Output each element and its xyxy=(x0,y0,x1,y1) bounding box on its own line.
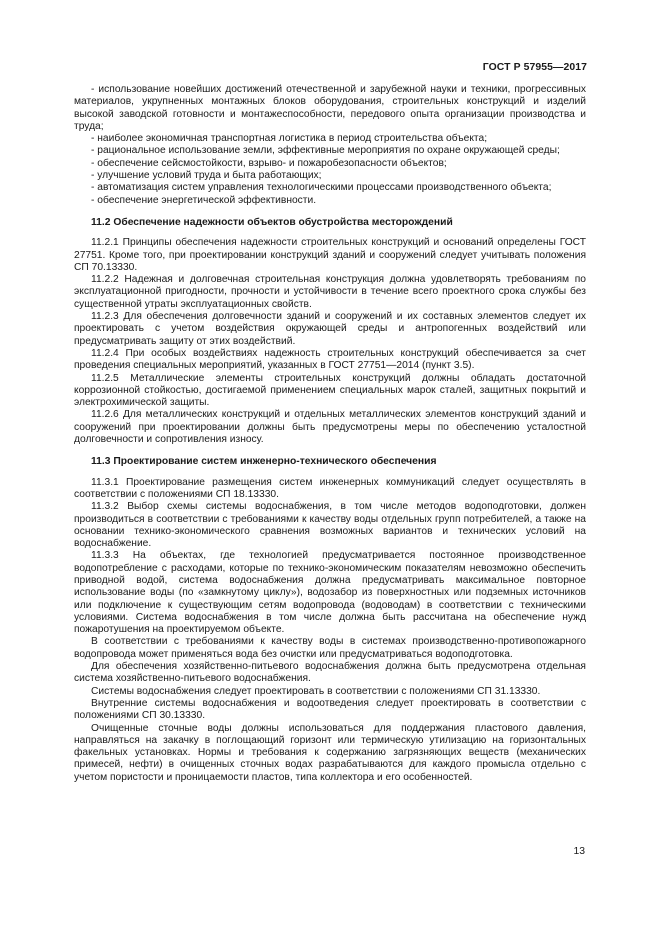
list-item: - обеспечение сейсмостойкости, взрыво- и пожаробезопасности объектов; xyxy=(91,157,447,169)
list-item: - улучшение условий труда и быта работающих; xyxy=(91,170,322,182)
paragraph-11-3-1: 11.3.1 Проектирование размещения систем инженерных коммуникаций следует осуществлять в соответствии с положениями СП 18.13330. xyxy=(74,476,586,500)
list-item: - обеспечение энергетической эффективности. xyxy=(91,194,317,206)
page-number: 13 xyxy=(573,846,585,857)
list-item: - рациональное использование земли, эффективные мероприятия по охране окружающей среды; xyxy=(91,145,560,157)
list-item: - автоматизация систем управления технологическими процессами производственного объекта; xyxy=(91,182,552,194)
paragraph-11-2-3: 11.2.3 Для обеспечения долговечности зданий и сооружений и их составных элементов следует их проектировать с учетом воздействия окружающей среды и антропогенных воздействий или предусматривать защиту от этих воздействий. xyxy=(74,311,586,347)
dash-marker: - xyxy=(91,145,98,157)
dash-marker: - xyxy=(91,157,98,169)
list-item-first: - использование новейших достижений отечественной и зарубежной науки и техники, прогрессивных материалов, укрупненных монтажных блоков оборудования, строительных конструкций и изделий высокой заводской готовности и монтажеспособности, передового опыта организации производства и труда; xyxy=(74,84,586,132)
paragraph-11-3-3: 11.3.3 На объектах, где технологией предусматривается постоянное производственное водопотребление с расходами, которые по технико-экономическим показателям невозможно обеспечить приводной водой, система водоснабжения должна предусматривать максимальное повторное использование воды (по «замкнутому циклу»), водозабор из поверхностных или подземных источников или подключение к существующим сетям водопровода (водоводам) в соответствии с техническими условиями. Система водоснабжения в том числе должна быть рассчитана на обеспечение нужд пожаротушения на проектируемом объекте. xyxy=(74,550,586,636)
document-code: ГОСТ Р 57955—2017 xyxy=(482,62,587,73)
dash-marker: - xyxy=(91,133,98,145)
paragraph-11-2-2: 11.2.2 Надежная и долговечная строительная конструкция должна удовлетворять требованиям по эксплуатационной пригодности, прочности и устойчивости в течение всего проектного срока службы без существенной утраты эксплуатационных свойств. xyxy=(74,274,586,310)
paragraph-11-2-6: 11.2.6 Для металлических конструкций и отдельных металлических элементов конструкций зданий и сооружений при проектировании должны быть предусмотрены меры по обеспечению усталостной долговечности и сопротивления износу. xyxy=(74,409,586,446)
paragraph: В соответствии с требованиями к качеству воды в системах производственно-противопожарного водопровода может применяться вода без очистки или предусматриваться водоподготовка. xyxy=(74,636,586,660)
paragraph-11-2-5: 11.2.5 Металлические элементы строительных конструкций должны обладать достаточной коррозионной стойкостью, достигаемой применением специальных марок сталей, защитных покрытий и электрохимической защиты. xyxy=(74,372,586,409)
list-item: - наиболее экономичная транспортная логистика в период строительства объекта; xyxy=(91,133,488,145)
section-heading-11-3: 11.3 Проектирование систем инженерно-технического обеспечения xyxy=(91,456,437,468)
paragraph-11-2-4: 11.2.4 При особых воздействиях надежность строительных конструкций обеспечивается за счет проведения специальных мероприятий, указанных в ГОСТ 27751—2014 (пункт 3.5). xyxy=(74,347,586,372)
paragraph-11-3-2: 11.3.2 Выбор схемы системы водоснабжения, в том числе методов водоподготовки, должен производиться в соответствии с требованиями к качеству воды отдельных групп потребителей, а также на основании технико-экономического сравнения возможных вариантов и технических условий на водоснабжение. xyxy=(74,501,586,550)
dash-marker: - xyxy=(91,194,98,206)
page-content xyxy=(74,84,586,784)
paragraph: Очищенные сточные воды должны использоваться для поддержания пластового давления, направляться на закачку в поглощающий горизонт или термическую утилизацию на горизонтальных факельных установках. Нормы и требования к содержанию загрязняющих веществ (механических примесей, нефти) в очищенных сточных водах разрабатываются для каждого промысла отдельно с учетом пористости и проницаемости пластов, типа коллектора и его особенностей. xyxy=(74,722,586,783)
dash-marker: - xyxy=(91,182,98,194)
section-heading-11-2: 11.2 Обеспечение надежности объектов обустройства месторождений xyxy=(91,216,453,228)
paragraph: Системы водоснабжения следует проектировать в соответствии с положениями СП 31.13330. xyxy=(91,685,541,697)
paragraph: Внутренние системы водоснабжения и водоотведения следует проектировать в соответствии с положениями СП 30.13330. xyxy=(74,697,586,722)
dash-marker: - xyxy=(91,170,98,182)
paragraph: Для обеспечения хозяйственно-питьевого водоснабжения должна быть предусмотрена отдельная система хозяйственно-питьевого водоснабжения. xyxy=(74,661,586,685)
paragraph-11-2-1: 11.2.1 Принципы обеспечения надежности строительных конструкций и оснований определены ГОСТ 27751. Кроме того, при проектировании конструкций зданий и сооружений следует учитывать положения СП 70.13330. xyxy=(74,237,586,273)
